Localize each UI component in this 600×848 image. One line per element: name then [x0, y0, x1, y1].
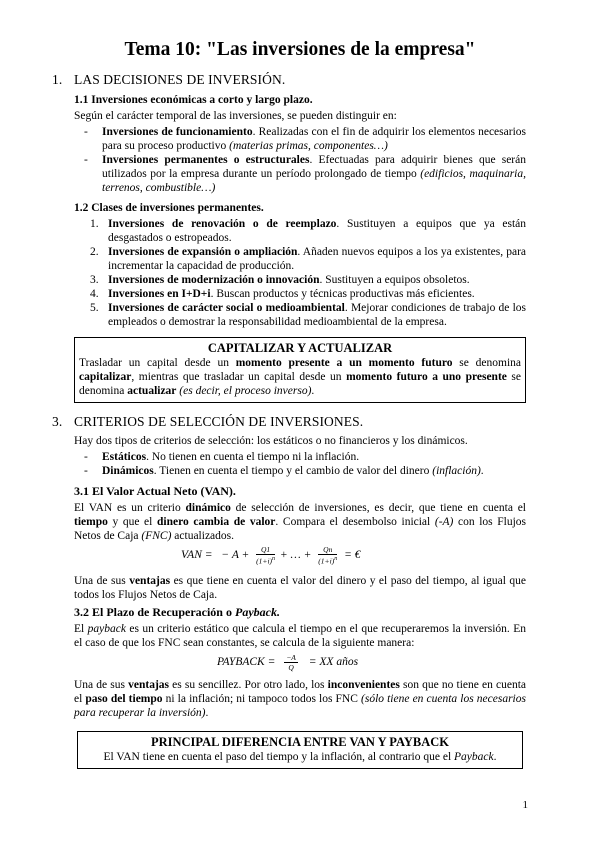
capitalizar-box-title: CAPITALIZAR Y ACTUALIZAR [207, 341, 393, 355]
list-item: - Dinámicos. Tienen en cuenta el tiempo y el cambio de valor del dinero (inflación). [74, 464, 526, 478]
list-item: 2. Inversiones de expansión o ampliación. Añaden nuevos equipos a los ya existentes, para incrementar la capacidad de producción. [90, 246, 527, 272]
difference-box-title: PRINCIPAL DIFERENCIA ENTRE VAN Y PAYBACK [150, 735, 450, 749]
list-item: 1. Inversiones de renovación o de reemplazo. Sustituyen a equipos que ya están desgastados o estropeados. [90, 218, 526, 244]
subsection-3-1-title: 3.1 El Valor Actual Neto (VAN). [74, 484, 236, 498]
payback-paragraph: El payback es un criterio estático que calcula el tiempo en el que recuperaremos la inversión. En el caso de que los FNC sean constantes, se calcula de la siguiente manera: [74, 623, 526, 649]
investment-types-list [74, 125, 526, 195]
list-item: 5. Inversiones de carácter social o medioambiental. Mejorar condiciones de trabajo de los empleados o demostrar la responsabilidad medioambiental de la empresa. [90, 302, 527, 328]
list-item: 4. Inversiones en I+D+i. Buscan productos y técnicas productivas más eficientes. [90, 288, 475, 300]
list-item: 3. Inversiones de modernización o innovación. Sustituyen a equipos obsoletos. [90, 274, 470, 286]
van-fraction-qn: $\frac{Qn}{(1+i)^n}$ [318, 545, 338, 566]
difference-box [77, 731, 523, 769]
van-paragraph: El VAN es un criterio dinámico de selección de inversiones, es decir, que tiene en cuenta el tiempo y que el dinero cambia de valor. Compara el desembolso inicial (-A) con los Flujos Netos de Caja (FNC) actualizados. [74, 502, 527, 542]
page-number: 1 [522, 799, 528, 811]
criteria-list [74, 450, 526, 478]
capitalizar-box-text: Trasladar un capital desde un momento presente a un momento futuro se denomina capitalizar, mientras que trasladar un capital desde un momento futuro a uno presente se denomina actualizar (es decir, el proceso inverso). [79, 357, 521, 397]
section-3-heading: 3. CRITERIOS DE SELECCIÓN DE INVERSIONES. [52, 414, 364, 429]
section-3-intro: Hay dos tipos de criterios de selección: los estáticos o no financieros y los dinámicos. [74, 435, 468, 447]
payback-fraction: $\frac{-A}{Q}$ [286, 653, 296, 672]
payback-advantages: Una de sus ventajas es su sencillez. Por otro lado, los inconvenientes son que no tiene en cuenta el paso del tiempo ni la inflación; ni tampoco todos los FNC (sólo tiene en cuenta los necesarios para recuperar la inversión). [74, 679, 526, 719]
list-item: - Inversiones de funcionamiento. Realizadas con el fin de adquirir los elementos necesarios para su proceso productivo (materias primas, componentes…) [74, 125, 526, 153]
van-formula: VAN = − A + $\frac{Q1}{(1+i)^n}$ + … + $\frac{Qn}{(1+i)^n}$ = € [181, 545, 361, 566]
permanent-investments-list [74, 217, 526, 329]
list-item: - Estáticos. No tienen en cuenta el tiempo ni la inflación. [74, 450, 526, 464]
subsection-1-1-intro: Según el carácter temporal de las inversiones, se pueden distinguir en: [74, 110, 397, 122]
section-1-heading: 1. LAS DECISIONES DE INVERSIÓN. [52, 72, 286, 87]
subsection-3-2-title: 3.2 El Plazo de Recuperación o Payback. [74, 605, 280, 619]
capitalizar-box [74, 337, 526, 403]
list-item: - Inversiones permanentes o estructurales. Efectuadas para adquirir bienes que serán utilizados por la empresa durante un período prolongado de tiempo (edificios, maquinaria, terrenos, combustible…) [74, 153, 526, 195]
van-fraction-q1: $\frac{Q1}{(1+i)^n}$ [256, 545, 276, 566]
subsection-1-1-title: 1.1 Inversiones económicas a corto y largo plazo. [74, 94, 313, 106]
van-advantages: Una de sus ventajas es que tiene en cuenta el valor del dinero y el paso del tiempo, al igual que todos los Flujos Netos de Caja. [74, 575, 526, 601]
difference-box-text: El VAN tiene en cuenta el paso del tiempo y la inflación, al contrario que el Payback. [103, 751, 497, 763]
payback-formula: PAYBACK = $\frac{-A}{Q}$ = XX años [217, 653, 359, 672]
page-title: Tema 10: "Las inversiones de la empresa" [124, 39, 476, 60]
subsection-1-2-title: 1.2 Clases de inversiones permanentes. [74, 202, 264, 214]
